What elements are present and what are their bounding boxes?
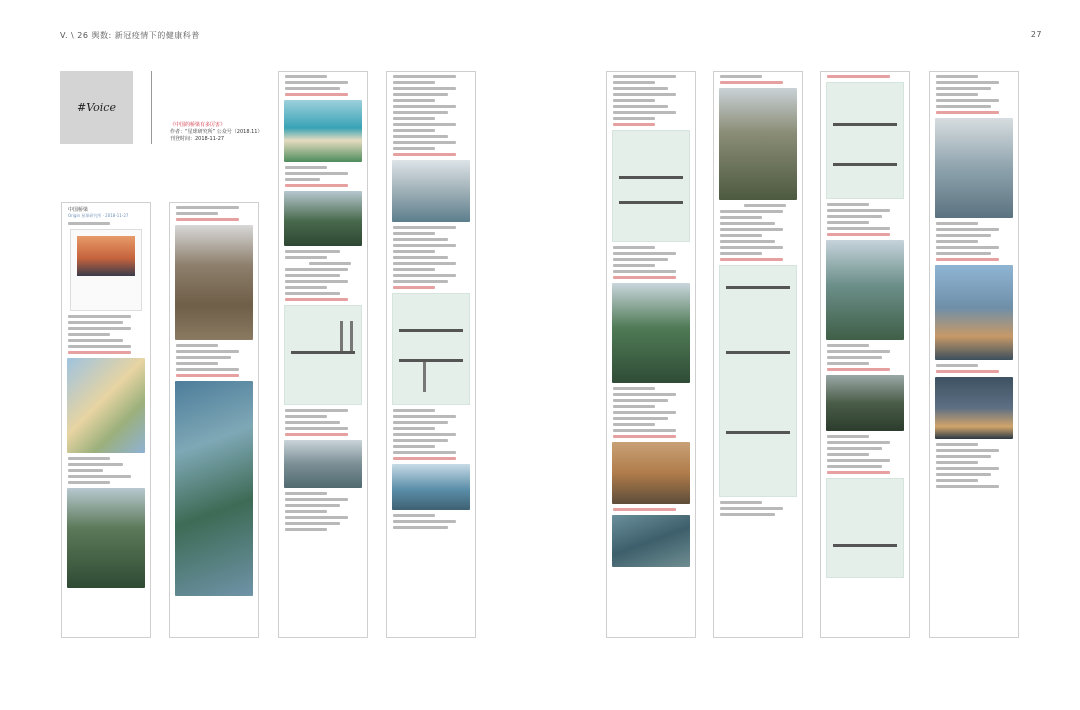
valley-photo: [175, 225, 253, 340]
map-image: [67, 358, 145, 453]
city-bridge-photo: [935, 265, 1013, 360]
article-strip-1: [61, 202, 151, 638]
river-aerial-photo: [175, 381, 253, 596]
bridge-diagram-2: [392, 293, 470, 405]
mountain-photo: [284, 191, 362, 246]
viaduct-photo: [719, 88, 797, 200]
article-strip-7: [820, 71, 910, 638]
cover-card: [70, 229, 142, 311]
sea-bridge-photo: [392, 464, 470, 510]
article-strip-4: [386, 71, 476, 638]
voice-label: #Voice: [77, 101, 116, 114]
long-bridge-photo: [392, 160, 470, 222]
gorge-bridge-photo: [826, 240, 904, 340]
waterfall-photo: [67, 488, 145, 588]
article-strip-8: [929, 71, 1019, 638]
coast-photo: [284, 100, 362, 162]
strip-subtitle: Origin 星球研究所 · 2018-11-27: [68, 213, 129, 218]
bridge-diagram-1: [284, 305, 362, 405]
article-strip-6: [713, 71, 803, 638]
bridge-diagram-3: [612, 130, 690, 242]
article-strip-5: [606, 71, 696, 638]
article-title: 《中国的桥梁有多厉害》: [170, 122, 226, 128]
voice-tile: [60, 71, 133, 144]
strip-title: 中国桥梁: [68, 207, 89, 213]
article-strip-3: [278, 71, 368, 638]
forest-bridge-photo: [826, 375, 904, 431]
night-bridge-photo: [935, 377, 1013, 439]
bridge-diagram-6: [826, 478, 904, 578]
article-date: 刊登时间：2018-11-27: [170, 136, 225, 142]
river-bridge-photo: [284, 440, 362, 488]
article-meta: [170, 122, 262, 143]
mist-bridge-photo: [935, 118, 1013, 218]
interchange-photo: [612, 515, 690, 567]
mountain-road-photo: [612, 283, 690, 383]
page-header-left: V. \ 26 舆数: 新冠疫情下的健康科普: [60, 31, 200, 40]
article-author: 作者：“星球研究所” 公众号（2018.11）: [170, 129, 263, 135]
page-number: 27: [1030, 30, 1042, 39]
divider: [151, 71, 152, 144]
article-strip-2: [169, 202, 259, 638]
bridge-diagram-5: [826, 82, 904, 199]
bridge-diagram-4: [719, 265, 797, 497]
canyon-photo: [612, 442, 690, 504]
